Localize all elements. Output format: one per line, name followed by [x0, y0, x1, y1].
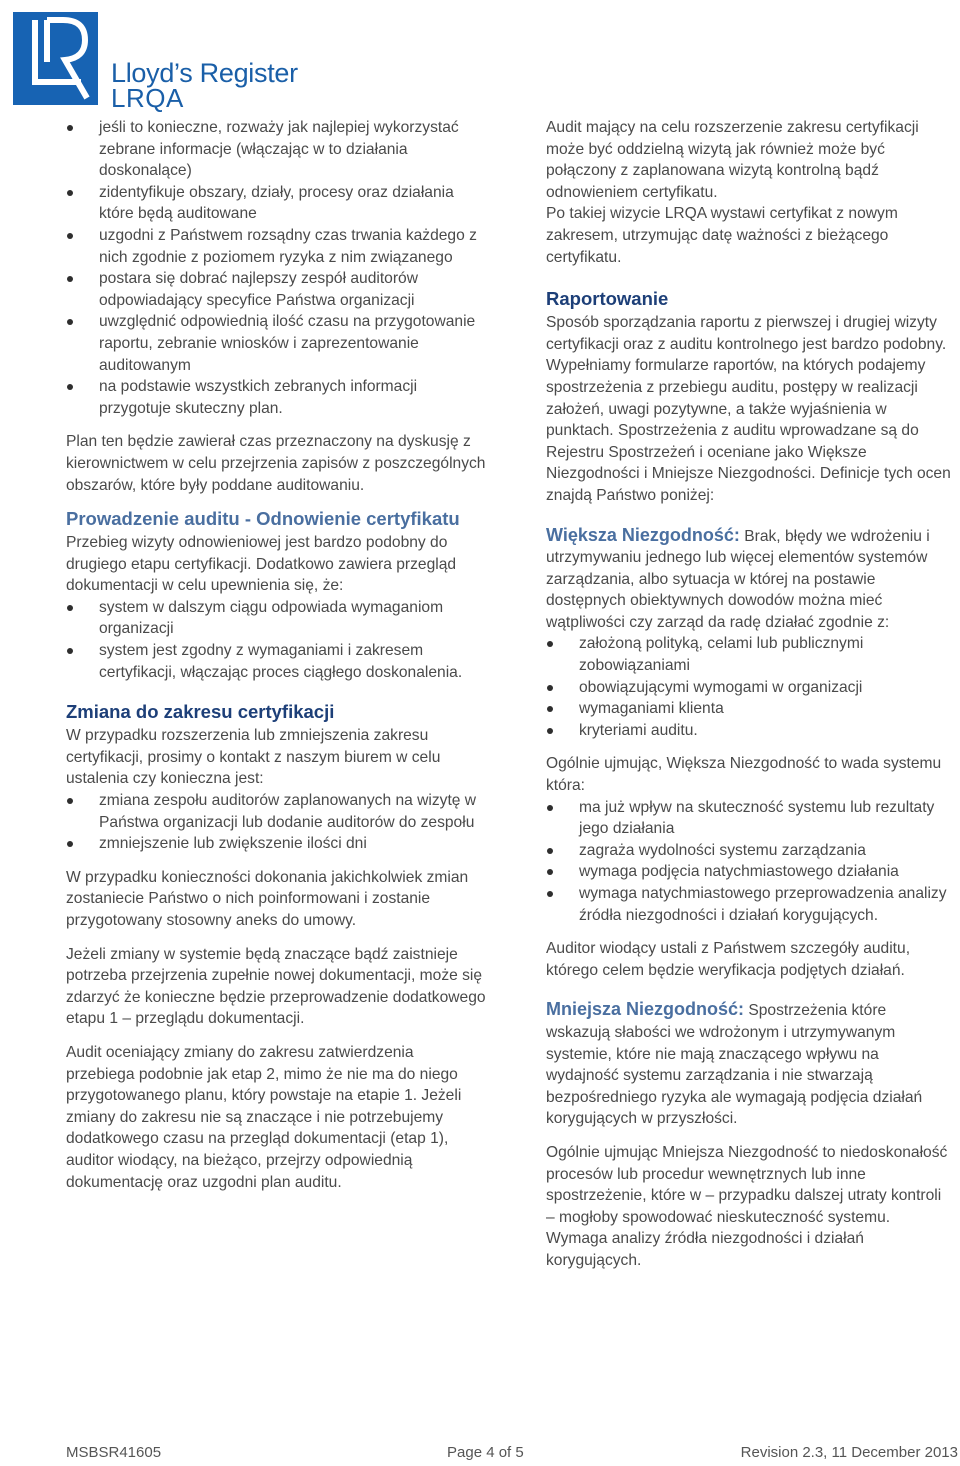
extension-paragraph: Audit mający na celu rozszerzenie zakresu certyfikacji może być oddzielną wizytą jak również może być połączony z zaplanowana wizytą kontrolną bądź odnowieniem certyfikatu.: [546, 119, 919, 201]
planning-bullet-list: [66, 117, 486, 419]
revision-date: Revision 2.3, 11 December 2013: [740, 1444, 958, 1461]
significant-changes-paragraph: Jeżeli zmiany w systemie będą znaczące bądź zaistnieje potrzeba przejrzenia zupełnie nowej dokumentacji, może się zdarzyć że konieczne będzie przeprowadzenie dodatkowego etapu 1 – przeglądu dokumentacji.: [66, 945, 486, 1028]
minor-nonconformity-text: Spostrzeżenia które wskazują słabości we wdrożonym i utrzymywanym systemie, które nie mają znaczącego wpływu na wydajność systemu zarządzania i nie stwarzają bezpośredniego ryzyka ale wymagają podjęcia działań korygujących w przyszłości.: [546, 1002, 923, 1128]
list-item: wymaga natychmiastowego przeprowadzenia analizy źródła niezgodności i działań korygujących.: [546, 883, 951, 926]
list-item: jeśli to konieczne, rozważy jak najlepiej wykorzystać zebrane informacje (włączając w to działania doskonalące): [66, 117, 486, 182]
list-item: system jest zgodny z wymaganiami i zakresem certyfikacji, włączając proces ciągłego doskonalenia.: [66, 640, 486, 683]
major-summary-bullet-list: [546, 797, 951, 927]
renewal-heading: Prowadzenie auditu - Odnowienie certyfikatu: [66, 508, 460, 530]
changes-paragraph: W przypadku konieczności dokonania jakichkolwiek zmian zostaniecie Państwo o nich poinformowani i zostanie przygotowany stosowny aneks do umowy.: [66, 868, 469, 929]
list-item: wymaganiami klienta: [546, 698, 951, 720]
minor-nonconformity-paragraph: [546, 999, 951, 1130]
list-item: ma już wpływ na skuteczność systemu lub rezultaty jego działania: [546, 797, 951, 840]
new-certificate-paragraph: Po takiej wizycie LRQA wystawi certyfikat z nowym zakresem, utrzymując datę ważności z bieżącego certyfikatu.: [546, 205, 898, 266]
scope-audit-paragraph: Audit oceniający zmiany do zakresu zatwierdzenia przebiega podobnie jak etap 2, mimo że nie ma do niego przygotowanego planu, który powstaje na etapie 1. Jeżeli zmiany do zakresu nie są znaczące i nie potrzebujemy dodatkowego czasu na przegląd dokumentacji (etap 1), auditor wiodący, na bieżąco, przejrzy odpowiednią dokumentację oraz uzgodni plan auditu.: [66, 1043, 462, 1191]
page-number: Page 4 of 5: [447, 1444, 524, 1461]
logo-wordmark-lrqa: LRQA: [111, 83, 184, 113]
list-item: obowiązującymi wymogami w organizacji: [546, 677, 951, 699]
list-item: założoną polityką, celami lub publicznymi zobowiązaniami: [546, 633, 951, 676]
major-nonconformity-paragraph: [546, 525, 951, 634]
list-item: wymaga podjęcia natychmiastowego działania: [546, 861, 951, 883]
renewal-paragraph: Przebieg wizyty odnowieniowej jest bardzo podobny do drugiego etapu certyfikacji. Dodatkowo zawiera przegląd dokumentacji w celu upewnienia się, że:: [66, 534, 457, 595]
document-code: MSBSR41605: [66, 1444, 162, 1461]
major-nonconformity-text: Brak, błędy we wdrożeniu i utrzymywaniu jednego lub więcej elementów systemów zarządzania, albo sytuacja w której na postawie dostępnych obiektywnych dowodów można mieć wątpliwości czy zarząd da radę działać zgodnie z:: [546, 527, 930, 631]
major-summary-paragraph: Ogólnie ujmując, Większa Niezgodność to wada systemu która:: [546, 755, 942, 795]
list-item: zmiana zespołu auditorów zaplanowanych na wizytę w Państwa organizacji lub dodanie auditorów do zespołu: [66, 790, 486, 833]
list-item: zidentyfikuje obszary, działy, procesy oraz działania które będą auditowane: [66, 182, 486, 225]
minor-summary-paragraph: Ogólnie ujmując Mniejsza Niezgodność to niedoskonałość procesów lub procedur wewnętrznych lub inne spostrzeżenie, które w – przypadku dalszej utraty kontroli – mogłoby spowodować nieskuteczność systemu. Wymaga analizy źródła niezgodności i działań korygujących.: [546, 1143, 948, 1269]
major-nonconformity-label: Większa Niezgodność:: [546, 524, 740, 545]
reporting-heading: Raportowanie: [546, 288, 669, 310]
list-item: uwzględnić odpowiednią ilość czasu na przygotowanie raportu, zebranie wniosków i zaprezentowanie auditowanym: [66, 311, 486, 376]
lrqa-logo: [13, 12, 313, 113]
major-criteria-bullet-list: [546, 633, 951, 741]
list-item: kryteriami auditu.: [546, 720, 951, 742]
scope-change-paragraph: W przypadku rozszerzenia lub zmniejszenia zakresu certyfikacji, prosimy o kontakt z naszym biurem w celu ustalenia czy konieczna jest:: [66, 727, 441, 788]
reporting-paragraph: Sposób sporządzania raportu z pierwszej i drugiej wizyty certyfikacji oraz z auditu kontrolnego jest bardzo podobny. Wypełniamy formularze raportów, na których podajemy spostrzeżenia z przebiegu auditu, postępy w realizacji założeń, uwagi pozytywne, a także wyjaśnienia w punktach. Spostrzeżenia z auditu wprowadzane są do Rejestru Spostrzeżeń i oceniane jako Większe Niezgodności i Mniejsze Niezgodności. Definicje tych ocen znajdą Państwo poniżej:: [546, 314, 951, 504]
list-item: uzgodni z Państwem rozsądny czas trwania każdego z nich zgodnie z poziomem ryzyka z nim związanego: [66, 225, 486, 268]
renewal-bullet-list: [66, 597, 486, 683]
lr-monogram-icon: [13, 12, 98, 105]
scope-change-bullet-list: [66, 790, 486, 855]
left-column: [66, 117, 486, 1205]
lead-auditor-paragraph: Auditor wiodący ustali z Państwem szczegóły auditu, którego celem będzie weryfikacja podjętych działań.: [546, 940, 911, 979]
lr-monogram-svg: [13, 12, 98, 105]
scope-change-heading: Zmiana do zakresu certyfikacji: [66, 701, 335, 723]
right-column: [546, 117, 951, 1284]
plan-paragraph: Plan ten będzie zawierał czas przeznaczony na dyskusję z kierownictwem w celu przejrzenia zapisów z poszczególnych obszarów, które były poddane auditowaniu.: [66, 433, 486, 494]
list-item: zagraża wydolności systemu zarządzania: [546, 840, 951, 862]
logo-wordmark-lloyds: Lloyd’s Register: [111, 58, 298, 88]
minor-nonconformity-label: Mniejsza Niezgodność:: [546, 999, 745, 1020]
list-item: system w dalszym ciągu odpowiada wymaganiom organizacji: [66, 597, 486, 640]
list-item: zmniejszenie lub zwiększenie ilości dni: [66, 833, 486, 855]
list-item: postara się dobrać najlepszy zespół auditorów odpowiadający specyfice Państwa organizacji: [66, 268, 486, 311]
page-footer: [66, 1444, 956, 1466]
list-item: na podstawie wszystkich zebranych informacji przygotuje skuteczny plan.: [66, 376, 486, 419]
